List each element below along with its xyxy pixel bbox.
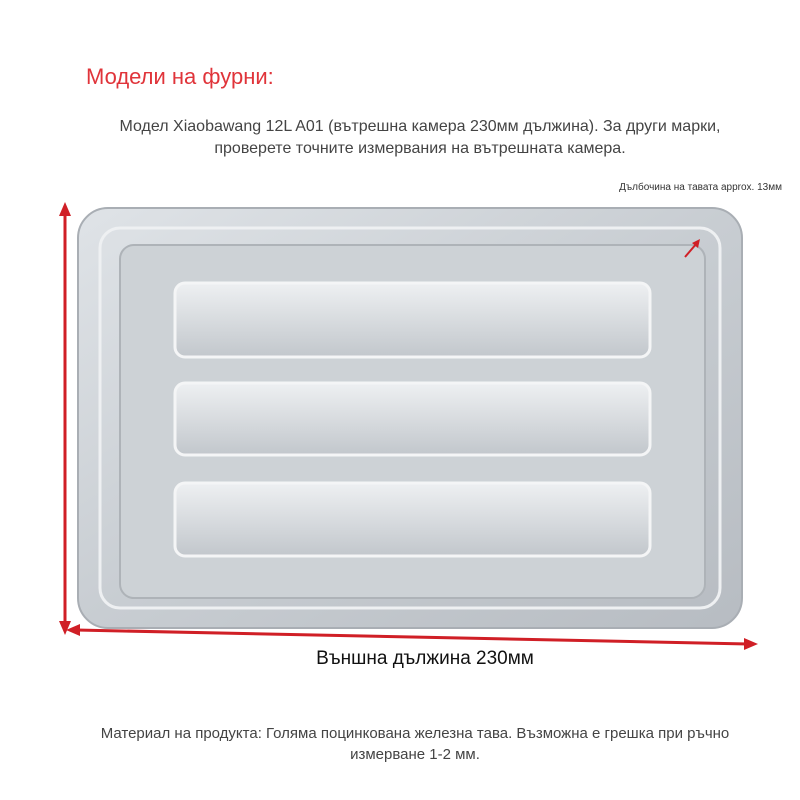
tray-rib (175, 483, 650, 556)
outer-length-label: Външна дължина 230мм (316, 648, 534, 669)
section-title: Модели на фурни: (86, 64, 274, 89)
baking-tray (78, 208, 742, 628)
model-note: Модел Xiaobawang 12L A01 (вътрешна камера 230мм дължина). За други марки, проверете точните измервания на вътрешната камера. (119, 118, 721, 157)
depth-note: Дълбочина на тавата approx. 13мм (619, 182, 782, 193)
tray-rib (175, 283, 650, 357)
height-arrow (59, 202, 71, 635)
tray-rib (175, 383, 650, 455)
material-note: Материал на продукта: Голяма поцинкована железна тава. Възможна е грешка при ръчно измерване 1-2 мм. (100, 725, 730, 763)
